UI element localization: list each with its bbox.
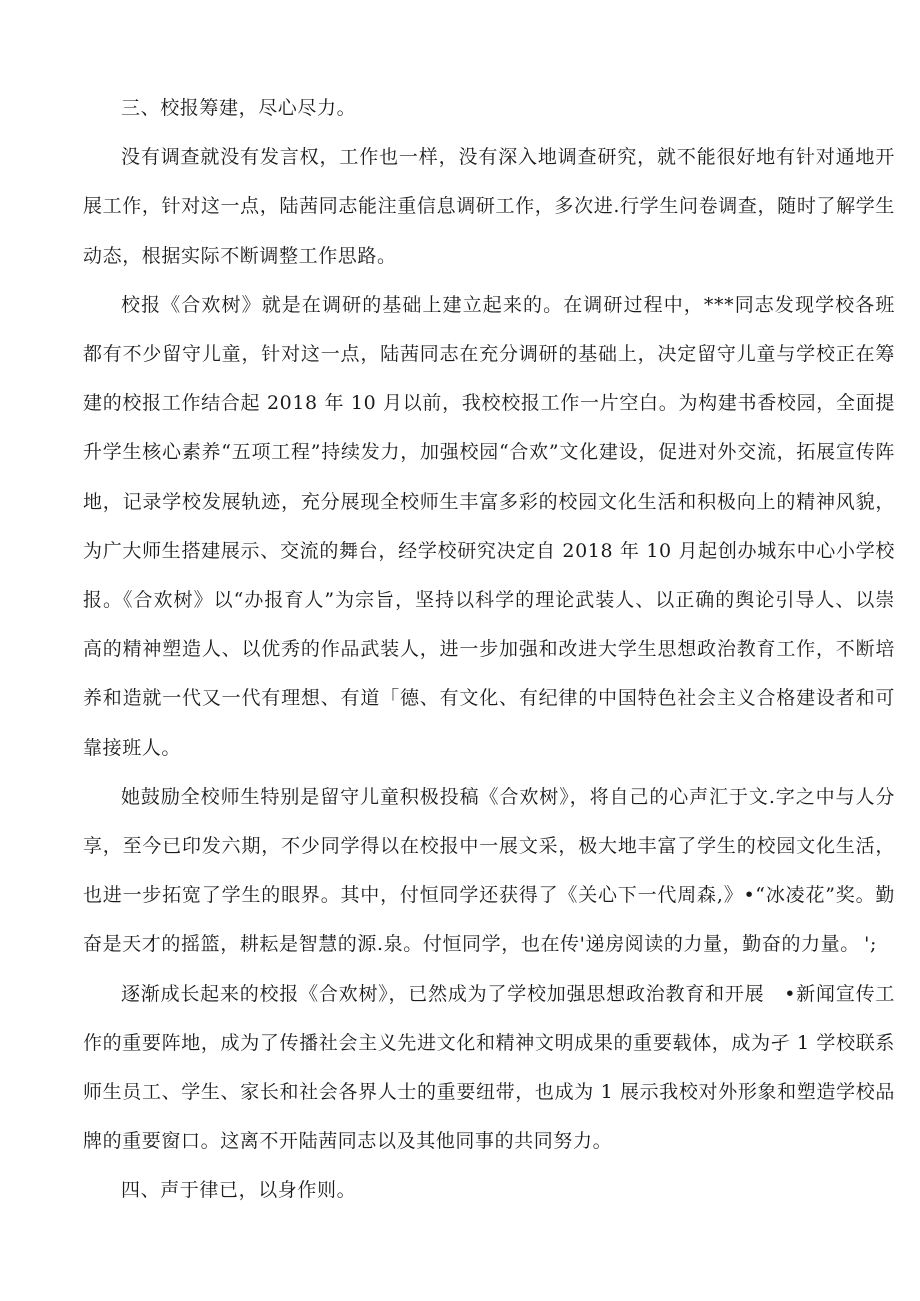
section-3-heading: 三、校报筹建，尽心尽力。 <box>121 97 357 119</box>
paragraph-school-newspaper-founding: 校报《合欢树》就是在调研的基础上建立起来的。在调研过程中，***同志发现学校各班都有不少留守儿童，针对这一点，陆茜同志在充分调研的基础上，决定留守儿童与学校正在筹建的校报工作结合起 2018 年 10 月以前，我校校报工作一片空白。为构建书香校园，全面提升学生核心素养“五项工程”持续发力，加强校园“合欢”文化建设，促进对外交流，拓展宣传阵地，记录学校发展轨迹，充分展现全校师生丰富多彩的校园文化生活和积极向上的精神风貌，为广大师生搭建展示、交流的舞台，经学校研究决定自 2018 年 10 月起创办城东中心小学校报。《合欢树》以“办报育人”为宗旨，坚持以科学的理论武装人、以正确的舆论引导人、以崇高的精神塑造人、以优秀的作品武装人，进一步加强和改进大学生思想政治教育工作，不断培养和造就一代又一代有理想、有道「德、有文化、有纪律的中国特色社会主义合格建设者和可靠接班人。 <box>83 293 895 759</box>
stray-mark: '; <box>864 933 877 956</box>
document-page <box>83 84 895 1216</box>
paragraph-newspaper-importance: 逐渐成长起来的校报《合欢树》，已然成为了学校加强思想政治教育和开展 •新闻宣传工作的重要阵地，成为了传播社会主义先进文化和精神文明成果的重要载体，成为孑 1 学校联系师生员工、学生、家长和社会各界人士的重要纽带，也成为 1 展示我校对外形象和塑造学校品牌的重要窗口。这离不开陆茜同志以及其他同事的共同努力。 <box>83 982 895 1153</box>
paragraph-encouraging-submissions <box>83 773 895 970</box>
paragraph-survey-research: 没有调查就没有发言权，工作也一样，没有深入地调查研究，就不能很好地有针对通地开展工作，针对这一点，陆茜同志能注重信息调研工作，多次进.行学生问卷调查，随时了解学生动态，根据实际不断调整工作思路。 <box>83 146 895 267</box>
section-4-heading: 四、声于律已，以身作则。 <box>121 1179 357 1202</box>
paragraph-encouraging-submissions-text: 她鼓励全校师生特别是留守儿童积极投稿《合欢树》，将自己的心声汇于文.字之中与人分享，至今已印发六期，不少同学得以在校报中一展文采，极大地丰富了学生的校园文化生活，也进一步拓宽了学生的眼界。其中，付恒同学还获得了《关心下一代周森,》•“冰凌花”奖。勤奋是天才的摇篮，耕耘是智慧的源.泉。付恒同学，也在传'递房阅读的力量，勤奋的力量。 <box>83 785 895 956</box>
